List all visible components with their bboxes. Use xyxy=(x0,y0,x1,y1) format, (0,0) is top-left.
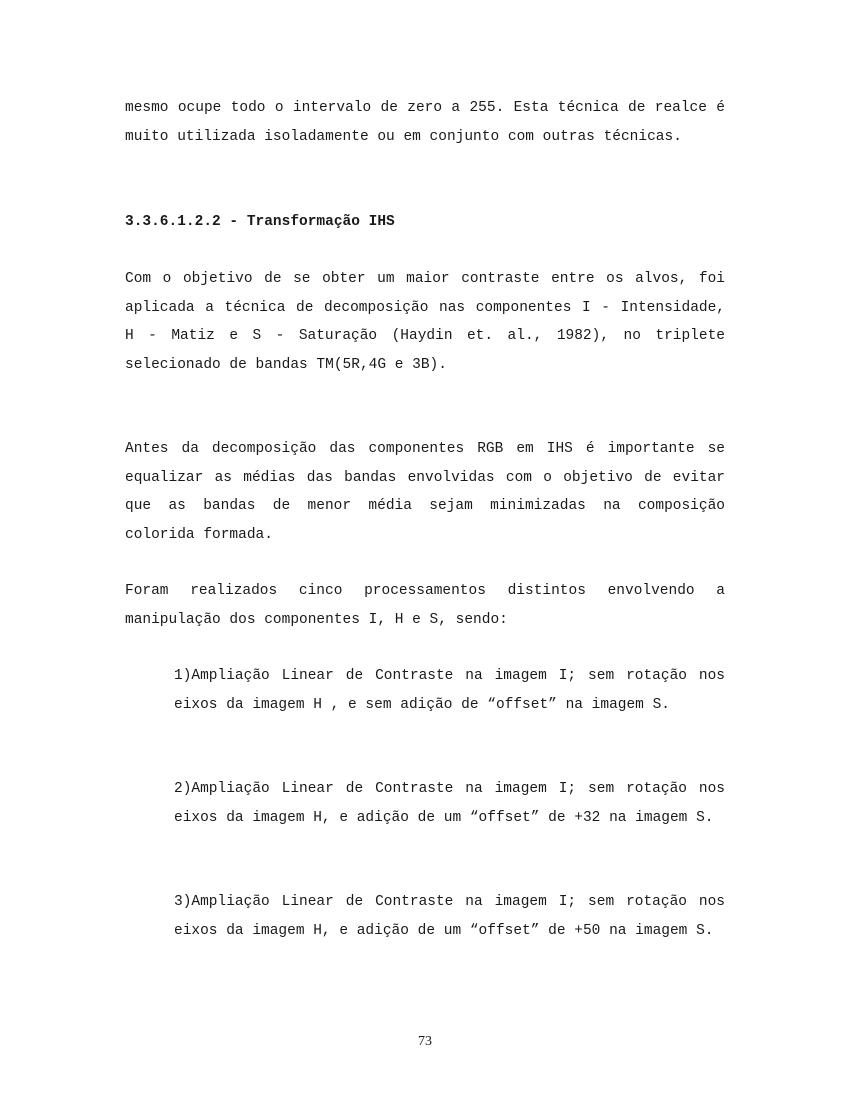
list-item-3: 3)Ampliação Linear de Contraste na imagem I; sem rotação nos eixos da imagem H, e adição de um “offset” de +50 na imagem S. xyxy=(174,894,725,939)
list-item-2: 2)Ampliação Linear de Contraste na imagem I; sem rotação nos eixos da imagem H, e adição de um “offset” de +32 na imagem S. xyxy=(174,781,725,826)
section-heading-ihs: 3.3.6.1.2.2 - Transformação IHS xyxy=(125,214,395,230)
paragraph-processamentos: Foram realizados cinco processamentos distintos envolvendo a manipulação dos componentes I, H e S, sendo: xyxy=(125,583,725,628)
page-number: 73 xyxy=(418,1034,432,1049)
paragraph-objetivo: Com o objetivo de se obter um maior contraste entre os alvos, foi aplicada a técnica de decomposição nas componentes I - Intensidade, H - Matiz e S - Saturação (Haydin et. al., 1982), no triplete selecionado de bandas TM(5R,4G e 3B). xyxy=(125,271,725,373)
list-item-1: 1)Ampliação Linear de Contraste na imagem I; sem rotação nos eixos da imagem H , e sem adição de “offset” na imagem S. xyxy=(174,668,725,713)
paragraph-realce: mesmo ocupe todo o intervalo de zero a 255. Esta técnica de realce é muito utilizada isoladamente ou em conjunto com outras técnicas. xyxy=(125,100,725,145)
paragraph-equalizar: Antes da decomposição das componentes RGB em IHS é importante se equalizar as médias das bandas envolvidas com o objetivo de evitar que as bandas de menor média sejam minimizadas na composição colorida formada. xyxy=(125,441,725,543)
